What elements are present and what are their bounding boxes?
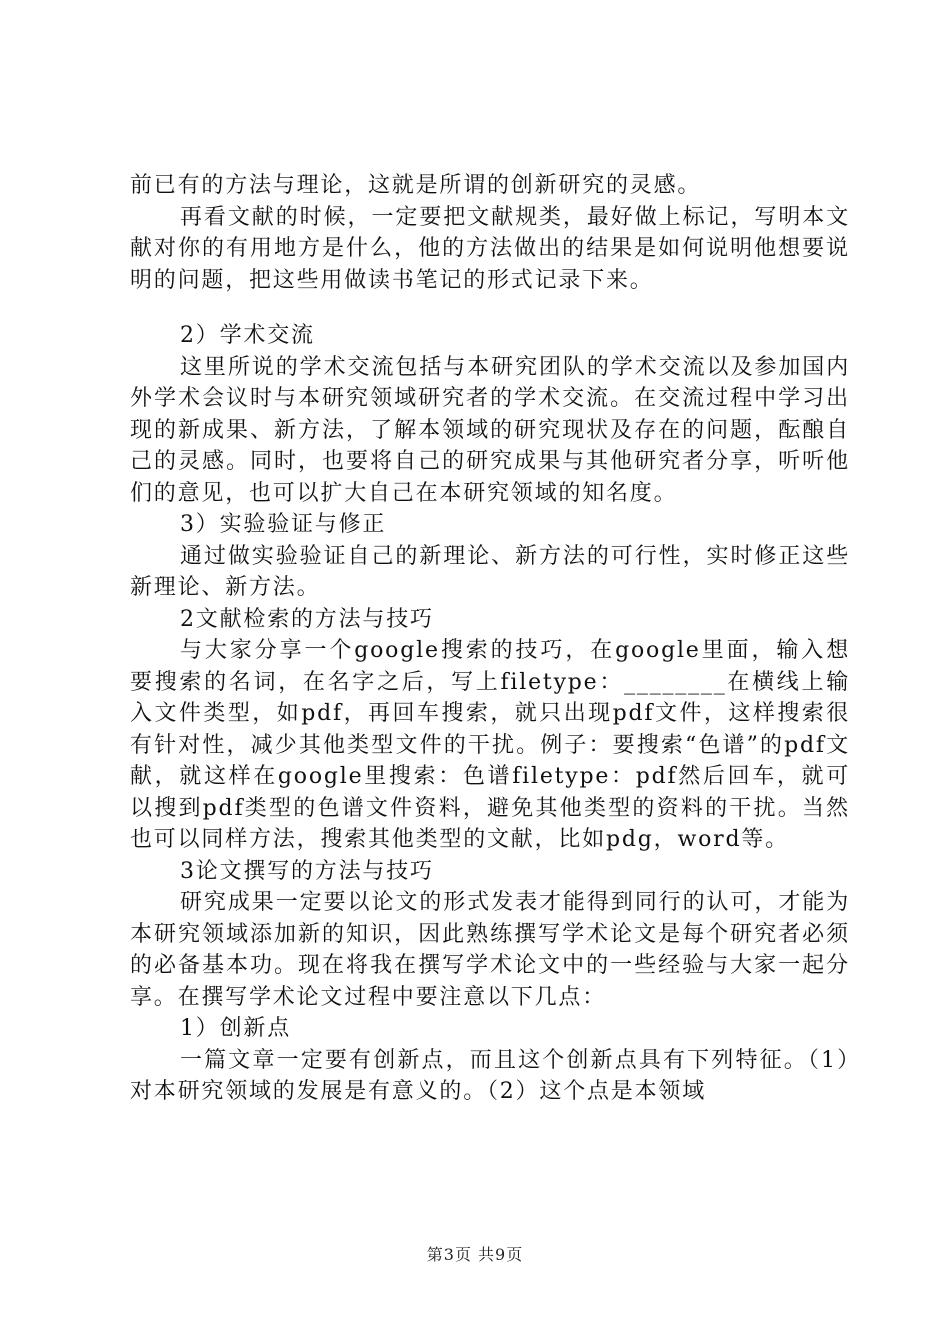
heading-paper-writing: 3论文撰写的方法与技巧 <box>180 858 434 884</box>
heading-innovation-point: 1）创新点 <box>180 1016 291 1041</box>
paragraph-paper-writing: 研究成果一定要以论文的形式发表才能得到同行的认可，才能为本研究领域添加新的知识，因此熟练撰写学术论文是每个研究者必须的必备基本功。现在将我在撰写学术论文中的一些经验与大家一起分享。在撰写学术论文过程中要注意以下几点： <box>130 890 850 1010</box>
paragraph-academic-exchange: 这里所说的学术交流包括与本研究团队的学术交流以及参加国内外学术会议时与本研究领域研究者的学术交流。在交流过程中学习出现的新成果、新方法，了解本领域的研究现状及存在的问题，酝酿自己的灵感。同时，也要将自己的研究成果与其他研究者分享，听听他们的意见，也可以扩大自己在本研究领域的知名度。 <box>130 354 850 506</box>
page-number-footer: 第3页 共9页 <box>426 1245 524 1264</box>
paragraph-innovation-point: 一篇文章一定要有创新点，而且这个创新点具有下列特征。（1）对本研究领域的发展是有意义的。（2）这个点是本领域 <box>130 1047 850 1104</box>
document-body <box>130 170 850 1108</box>
heading-academic-exchange: 2）学术交流 <box>180 323 315 348</box>
heading-literature-search: 2文献检索的方法与技巧 <box>180 606 434 632</box>
paragraph-experiment-validation: 通过做实验验证自己的新理论、新方法的可行性，实时修正这些新理论、新方法。 <box>130 543 850 600</box>
paragraph-continuation: 前已有的方法与理论，这就是所谓的创新研究的灵感。 <box>130 173 702 198</box>
paragraph-literature-notes: 再看文献的时候，一定要把文献规类，最好做上标记，写明本文献对你的有用地方是什么，他的方法做出的结果是如何说明他想要说明的问题，把这些用做读书笔记的形式记录下来。 <box>130 204 850 293</box>
heading-experiment-validation: 3）实验验证与修正 <box>180 512 387 537</box>
paragraph-literature-search: 与大家分享一个google搜索的技巧，在google里面，输入想要搜索的名词，在名字之后，写上filetype：________在横线上输入文件类型，如pdf，再回车搜索，就只出现pdf文件，这样搜索很有针对性，减少其他类型文件的干扰。例子：要搜索“色谱”的pdf文献，就这样在google里搜索：色谱filetype：pdf然后回车，就可以搜到pdf类型的色谱文件资料，避免其他类型的资料的干扰。当然也可以同样方法，搜索其他类型的文献，比如pdg，word等。 <box>130 638 851 852</box>
